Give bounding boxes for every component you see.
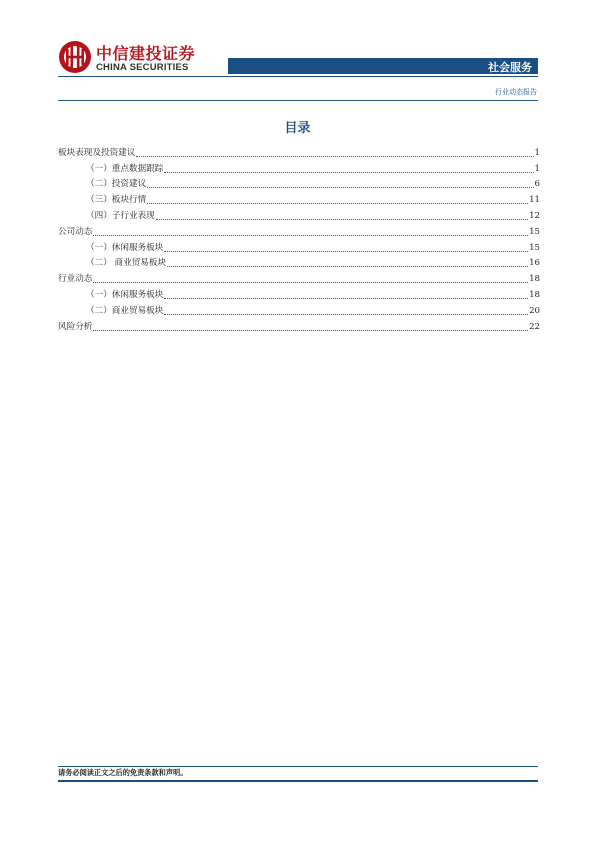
toc-entry[interactable] — [58, 317, 540, 333]
toc-entry-label: 板块表现及投资建议 — [58, 147, 136, 158]
toc-entry[interactable] — [58, 206, 540, 222]
toc-dot-leader — [93, 330, 528, 331]
toc-dot-leader — [164, 251, 528, 252]
footer-divider — [58, 766, 538, 767]
toc-entry-page: 12 — [529, 210, 540, 221]
table-of-contents — [58, 143, 540, 333]
toc-dot-leader — [164, 172, 533, 173]
page-header — [0, 0, 595, 110]
toc-entry[interactable] — [58, 159, 540, 175]
toc-entry-label: （一）休闲服务板块 — [86, 242, 164, 253]
citic-logo-icon — [58, 40, 92, 74]
footer-bottom-bar — [58, 780, 538, 782]
toc-entry-page: 6 — [534, 179, 540, 190]
report-divider — [58, 100, 538, 101]
toc-entry-page: 18 — [529, 289, 540, 300]
toc-entry[interactable] — [58, 301, 540, 317]
toc-dot-leader — [164, 298, 528, 299]
toc-entry-label: （一）休闲服务板块 — [86, 289, 164, 300]
toc-dot-leader — [164, 314, 528, 315]
toc-entry-label: 风险分析 — [58, 321, 93, 332]
toc-entry-label: （二）投资建议 — [86, 179, 147, 190]
toc-entry-label: 公司动态 — [58, 226, 93, 237]
toc-entry-label: 行业动态 — [58, 274, 93, 285]
toc-entry-page: 15 — [529, 226, 540, 237]
toc-entry-page: 1 — [534, 147, 540, 158]
logo-chinese-name: 中信建投证券 — [96, 44, 196, 63]
section-banner — [228, 58, 538, 74]
toc-entry[interactable] — [58, 175, 540, 191]
toc-entry-page: 16 — [529, 258, 540, 269]
toc-entry[interactable] — [58, 254, 540, 270]
toc-entry-label: （四）子行业表现 — [86, 210, 155, 221]
toc-entry-label: （二） 商业贸易板块 — [86, 258, 167, 269]
toc-entry-label: （三）板块行情 — [86, 195, 147, 206]
toc-dot-leader — [167, 266, 528, 267]
toc-dot-leader — [93, 235, 528, 236]
toc-dot-leader — [147, 187, 533, 188]
header-divider — [58, 76, 538, 77]
toc-entry-page: 20 — [529, 305, 540, 316]
toc-entry-label: （二）商业贸易板块 — [86, 305, 164, 316]
toc-entry-page: 15 — [529, 242, 540, 253]
report-type-label: 行业动态报告 — [495, 88, 537, 96]
toc-entry[interactable] — [58, 222, 540, 238]
section-title: 社会服务 — [488, 61, 532, 74]
toc-dot-leader — [136, 156, 533, 157]
toc-dot-leader — [156, 219, 528, 220]
toc-entry-label: （一）重点数据跟踪 — [86, 163, 164, 174]
toc-title: 目录 — [284, 121, 311, 136]
toc-entry-page: 11 — [529, 195, 540, 206]
toc-entry[interactable] — [58, 238, 540, 254]
toc-dot-leader — [93, 282, 528, 283]
toc-entry[interactable] — [58, 285, 540, 301]
toc-entry[interactable] — [58, 190, 540, 206]
toc-entry[interactable] — [58, 143, 540, 159]
logo-english-name: CHINA SECURITIES — [96, 62, 189, 73]
footer-disclaimer: 请务必阅读正文之后的免责条款和声明。 — [58, 768, 188, 777]
toc-entry[interactable] — [58, 269, 540, 285]
toc-entry-page: 22 — [529, 321, 540, 332]
toc-entry-page: 1 — [534, 163, 540, 174]
toc-dot-leader — [147, 203, 528, 204]
toc-entry-page: 18 — [529, 274, 540, 285]
